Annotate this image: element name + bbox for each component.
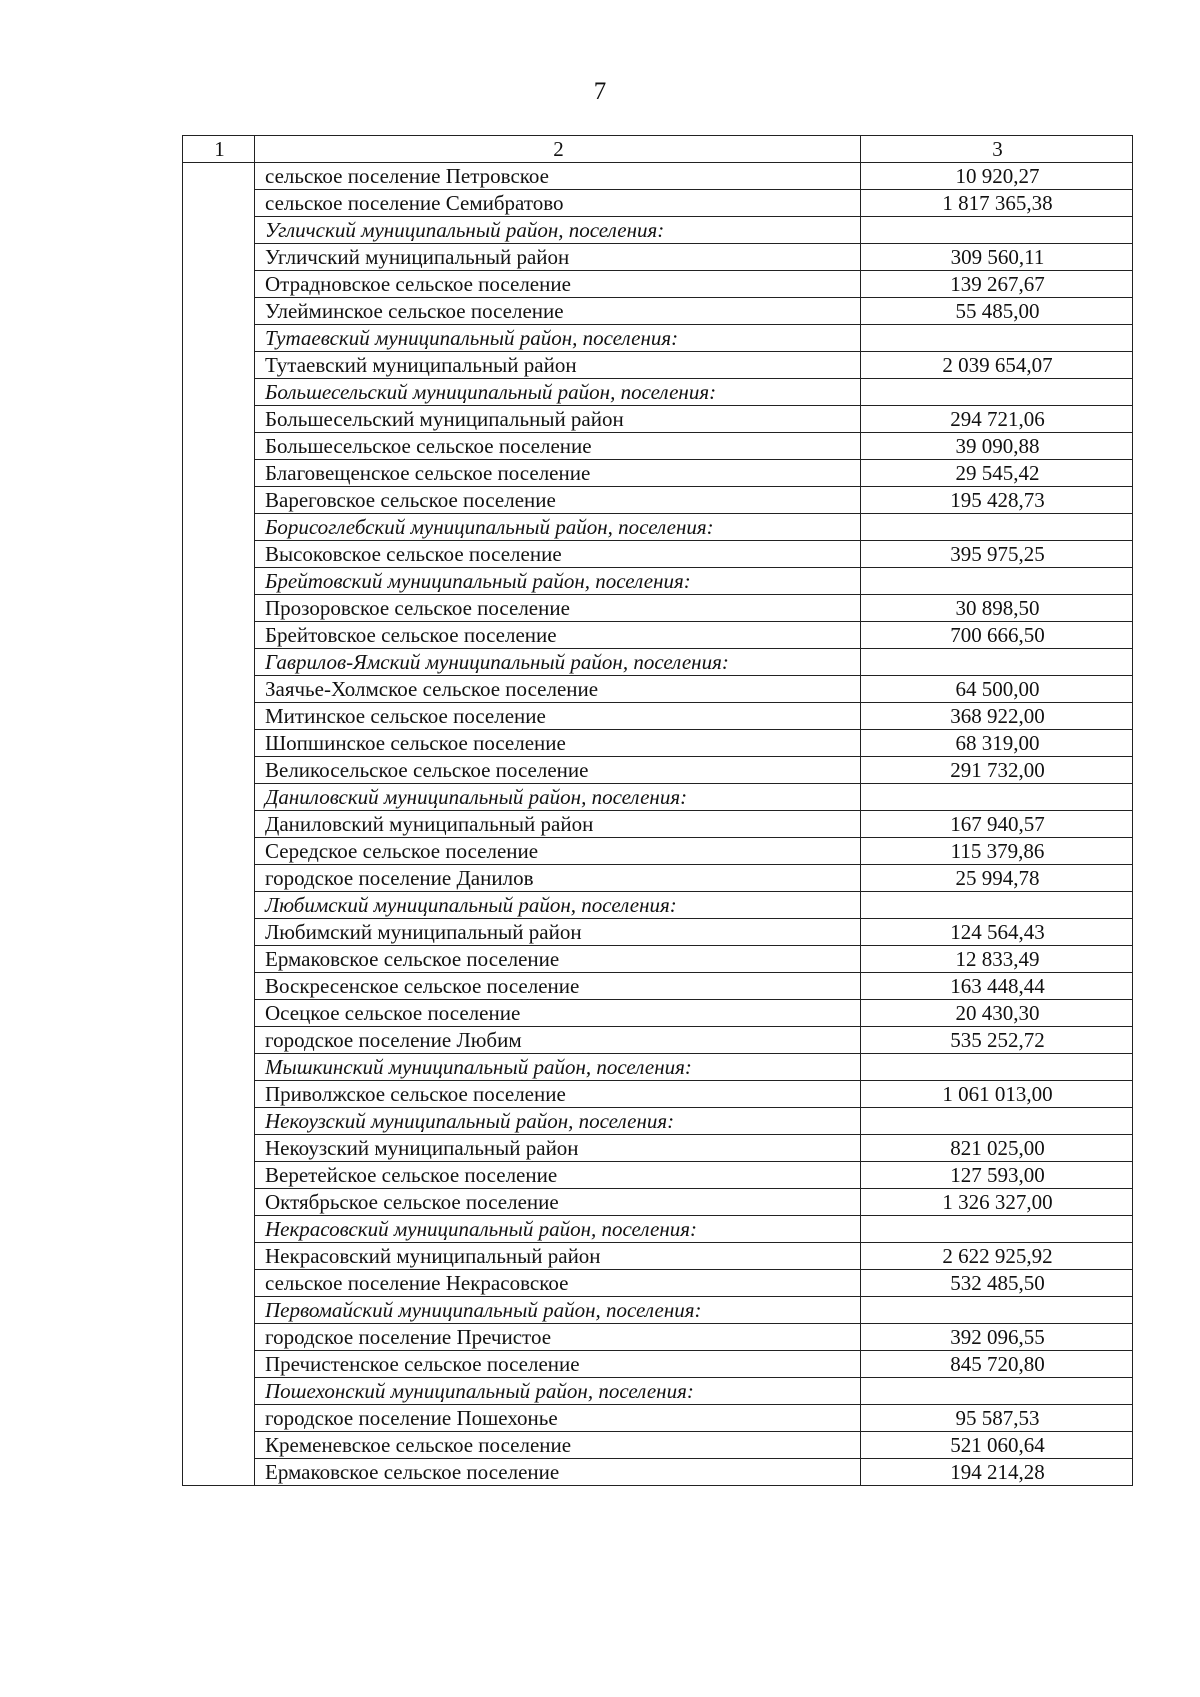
allocation-table (182, 135, 1133, 1486)
row-number-cell (183, 1270, 255, 1297)
row-number-cell (183, 406, 255, 433)
amount-cell: 535 252,72 (861, 1027, 1133, 1054)
row-number-cell (183, 271, 255, 298)
row-number-cell (183, 244, 255, 271)
amount-cell: 95 587,53 (861, 1405, 1133, 1432)
settlement-name-cell: Тутаевский муниципальный район (255, 352, 861, 379)
district-heading-row (183, 1216, 1133, 1243)
row-number-cell (183, 325, 255, 352)
amount-cell (861, 892, 1133, 919)
row-number-cell (183, 946, 255, 973)
amount-cell (861, 1216, 1133, 1243)
column-header-1: 1 (183, 136, 255, 163)
settlement-name-cell: Высоковское сельское поселение (255, 541, 861, 568)
row-number-cell (183, 1108, 255, 1135)
table-body (183, 163, 1133, 1486)
settlement-name-cell: Ермаковское сельское поселение (255, 946, 861, 973)
amount-cell (861, 1378, 1133, 1405)
district-heading-row (183, 1108, 1133, 1135)
column-header-3: 3 (861, 136, 1133, 163)
settlement-name-cell: Октябрьское сельское поселение (255, 1189, 861, 1216)
settlement-name-cell: Угличский муниципальный район (255, 244, 861, 271)
row-number-cell (183, 865, 255, 892)
settlement-name-cell: Середское сельское поселение (255, 838, 861, 865)
table-row (183, 1081, 1133, 1108)
table-row (183, 1027, 1133, 1054)
table-row (183, 838, 1133, 865)
amount-cell: 392 096,55 (861, 1324, 1133, 1351)
row-number-cell (183, 379, 255, 406)
table-row (183, 433, 1133, 460)
amount-cell: 309 560,11 (861, 244, 1133, 271)
amount-cell: 115 379,86 (861, 838, 1133, 865)
table-row (183, 1243, 1133, 1270)
row-number-cell (183, 460, 255, 487)
table-row (183, 595, 1133, 622)
row-number-cell (183, 568, 255, 595)
table-row (183, 541, 1133, 568)
district-name-cell: Первомайский муниципальный район, поселения: (255, 1297, 861, 1324)
district-heading-row (183, 784, 1133, 811)
row-number-cell (183, 1135, 255, 1162)
district-name-cell: Тутаевский муниципальный район, поселения: (255, 325, 861, 352)
district-name-cell: Любимский муниципальный район, поселения: (255, 892, 861, 919)
amount-cell: 30 898,50 (861, 595, 1133, 622)
amount-cell (861, 1108, 1133, 1135)
amount-cell: 821 025,00 (861, 1135, 1133, 1162)
row-number-cell (183, 973, 255, 1000)
amount-cell: 532 485,50 (861, 1270, 1133, 1297)
table-row (183, 163, 1133, 190)
column-header-2: 2 (255, 136, 861, 163)
amount-cell (861, 784, 1133, 811)
row-number-cell (183, 730, 255, 757)
table-row (183, 946, 1133, 973)
row-number-cell (183, 1459, 255, 1486)
district-heading-row (183, 217, 1133, 244)
amount-cell: 55 485,00 (861, 298, 1133, 325)
row-number-cell (183, 622, 255, 649)
table-row (183, 487, 1133, 514)
row-number-cell (183, 541, 255, 568)
amount-cell: 139 267,67 (861, 271, 1133, 298)
settlement-name-cell: Брейтовское сельское поселение (255, 622, 861, 649)
settlement-name-cell: Большесельский муниципальный район (255, 406, 861, 433)
district-name-cell: Борисоглебский муниципальный район, поселения: (255, 514, 861, 541)
settlement-name-cell: Заячье-Холмское сельское поселение (255, 676, 861, 703)
table-row (183, 730, 1133, 757)
district-name-cell: Некоузский муниципальный район, поселения: (255, 1108, 861, 1135)
settlement-name-cell: Шопшинское сельское поселение (255, 730, 861, 757)
amount-cell: 20 430,30 (861, 1000, 1133, 1027)
table-row (183, 1270, 1133, 1297)
row-number-cell (183, 1378, 255, 1405)
table-row (183, 1351, 1133, 1378)
table-row (183, 1189, 1133, 1216)
amount-cell (861, 1297, 1133, 1324)
settlement-name-cell: сельское поселение Петровское (255, 163, 861, 190)
amount-cell: 29 545,42 (861, 460, 1133, 487)
row-number-cell (183, 595, 255, 622)
amount-cell: 1 326 327,00 (861, 1189, 1133, 1216)
settlement-name-cell: Великосельское сельское поселение (255, 757, 861, 784)
amount-cell: 167 940,57 (861, 811, 1133, 838)
district-name-cell: Брейтовский муниципальный район, поселения: (255, 568, 861, 595)
amount-cell (861, 649, 1133, 676)
amount-cell: 124 564,43 (861, 919, 1133, 946)
table-row (183, 1432, 1133, 1459)
row-number-cell (183, 217, 255, 244)
amount-cell (861, 514, 1133, 541)
table-row (183, 352, 1133, 379)
settlement-name-cell: Ермаковское сельское поселение (255, 1459, 861, 1486)
row-number-cell (183, 757, 255, 784)
row-number-cell (183, 433, 255, 460)
settlement-name-cell: городское поселение Пречистое (255, 1324, 861, 1351)
amount-cell: 291 732,00 (861, 757, 1133, 784)
district-name-cell: Мышкинский муниципальный район, поселения: (255, 1054, 861, 1081)
settlement-name-cell: Некоузский муниципальный район (255, 1135, 861, 1162)
amount-cell: 10 920,27 (861, 163, 1133, 190)
row-number-cell (183, 1162, 255, 1189)
amount-cell: 700 666,50 (861, 622, 1133, 649)
table-row (183, 703, 1133, 730)
row-number-cell (183, 838, 255, 865)
table-row (183, 919, 1133, 946)
amount-cell: 845 720,80 (861, 1351, 1133, 1378)
district-name-cell: Пошехонский муниципальный район, поселения: (255, 1378, 861, 1405)
table-row (183, 1459, 1133, 1486)
district-heading-row (183, 892, 1133, 919)
table-row (183, 865, 1133, 892)
amount-cell: 163 448,44 (861, 973, 1133, 1000)
row-number-cell (183, 514, 255, 541)
amount-cell: 1 061 013,00 (861, 1081, 1133, 1108)
amount-cell: 127 593,00 (861, 1162, 1133, 1189)
table-row (183, 1162, 1133, 1189)
table-row (183, 973, 1133, 1000)
row-number-cell (183, 1297, 255, 1324)
amount-cell: 1 817 365,38 (861, 190, 1133, 217)
table-row (183, 757, 1133, 784)
table-header-row (183, 136, 1133, 163)
settlement-name-cell: Воскресенское сельское поселение (255, 973, 861, 1000)
amount-cell (861, 568, 1133, 595)
table-row (183, 190, 1133, 217)
district-heading-row (183, 1378, 1133, 1405)
amount-cell (861, 217, 1133, 244)
settlement-name-cell: городское поселение Данилов (255, 865, 861, 892)
settlement-name-cell: Большесельское сельское поселение (255, 433, 861, 460)
district-heading-row (183, 379, 1133, 406)
district-heading-row (183, 325, 1133, 352)
row-number-cell (183, 1081, 255, 1108)
settlement-name-cell: Некрасовский муниципальный район (255, 1243, 861, 1270)
amount-cell: 194 214,28 (861, 1459, 1133, 1486)
row-number-cell (183, 298, 255, 325)
district-name-cell: Гаврилов-Ямский муниципальный район, поселения: (255, 649, 861, 676)
settlement-name-cell: городское поселение Пошехонье (255, 1405, 861, 1432)
row-number-cell (183, 1000, 255, 1027)
amount-cell: 368 922,00 (861, 703, 1133, 730)
table-row (183, 676, 1133, 703)
table-row (183, 811, 1133, 838)
row-number-cell (183, 919, 255, 946)
amount-cell: 521 060,64 (861, 1432, 1133, 1459)
amount-cell (861, 325, 1133, 352)
settlement-name-cell: Пречистенское сельское поселение (255, 1351, 861, 1378)
table-row (183, 622, 1133, 649)
settlement-name-cell: Прозоровское сельское поселение (255, 595, 861, 622)
row-number-cell (183, 1405, 255, 1432)
row-number-cell (183, 1216, 255, 1243)
settlement-name-cell: Веретейское сельское поселение (255, 1162, 861, 1189)
district-name-cell: Угличский муниципальный район, поселения: (255, 217, 861, 244)
row-number-cell (183, 487, 255, 514)
settlement-name-cell: сельское поселение Некрасовское (255, 1270, 861, 1297)
table-row (183, 406, 1133, 433)
settlement-name-cell: Вареговское сельское поселение (255, 487, 861, 514)
settlement-name-cell: сельское поселение Семибратово (255, 190, 861, 217)
amount-cell: 12 833,49 (861, 946, 1133, 973)
row-number-cell (183, 190, 255, 217)
settlement-name-cell: Любимский муниципальный район (255, 919, 861, 946)
amount-cell: 2 622 925,92 (861, 1243, 1133, 1270)
row-number-cell (183, 1351, 255, 1378)
table-row (183, 271, 1133, 298)
district-name-cell: Некрасовский муниципальный район, поселения: (255, 1216, 861, 1243)
settlement-name-cell: Благовещенское сельское поселение (255, 460, 861, 487)
district-name-cell: Даниловский муниципальный район, поселения: (255, 784, 861, 811)
row-number-cell (183, 649, 255, 676)
district-heading-row (183, 1054, 1133, 1081)
settlement-name-cell: городское поселение Любим (255, 1027, 861, 1054)
amount-cell: 195 428,73 (861, 487, 1133, 514)
table-row (183, 1405, 1133, 1432)
amount-cell (861, 379, 1133, 406)
table-row (183, 460, 1133, 487)
page-number: 7 (593, 78, 607, 105)
district-name-cell: Большесельский муниципальный район, поселения: (255, 379, 861, 406)
row-number-cell (183, 784, 255, 811)
row-number-cell (183, 811, 255, 838)
row-number-cell (183, 1054, 255, 1081)
row-number-cell (183, 892, 255, 919)
amount-cell: 39 090,88 (861, 433, 1133, 460)
amount-cell: 395 975,25 (861, 541, 1133, 568)
table-row (183, 1000, 1133, 1027)
row-number-cell (183, 1243, 255, 1270)
row-number-cell (183, 1432, 255, 1459)
row-number-cell (183, 1189, 255, 1216)
amount-cell: 2 039 654,07 (861, 352, 1133, 379)
settlement-name-cell: Приволжское сельское поселение (255, 1081, 861, 1108)
district-heading-row (183, 1297, 1133, 1324)
table-row (183, 1135, 1133, 1162)
amount-cell: 294 721,06 (861, 406, 1133, 433)
district-heading-row (183, 514, 1133, 541)
row-number-cell (183, 703, 255, 730)
settlement-name-cell: Улейминское сельское поселение (255, 298, 861, 325)
settlement-name-cell: Отрадновское сельское поселение (255, 271, 861, 298)
row-number-cell (183, 1324, 255, 1351)
settlement-name-cell: Кременевское сельское поселение (255, 1432, 861, 1459)
district-heading-row (183, 568, 1133, 595)
row-number-cell (183, 676, 255, 703)
table-row (183, 1324, 1133, 1351)
settlement-name-cell: Митинское сельское поселение (255, 703, 861, 730)
amount-cell: 68 319,00 (861, 730, 1133, 757)
row-number-cell (183, 352, 255, 379)
table-row (183, 298, 1133, 325)
row-number-cell (183, 163, 255, 190)
settlement-name-cell: Даниловский муниципальный район (255, 811, 861, 838)
amount-cell (861, 1054, 1133, 1081)
amount-cell: 25 994,78 (861, 865, 1133, 892)
settlement-name-cell: Осецкое сельское поселение (255, 1000, 861, 1027)
district-heading-row (183, 649, 1133, 676)
row-number-cell (183, 1027, 255, 1054)
table-row (183, 244, 1133, 271)
amount-cell: 64 500,00 (861, 676, 1133, 703)
